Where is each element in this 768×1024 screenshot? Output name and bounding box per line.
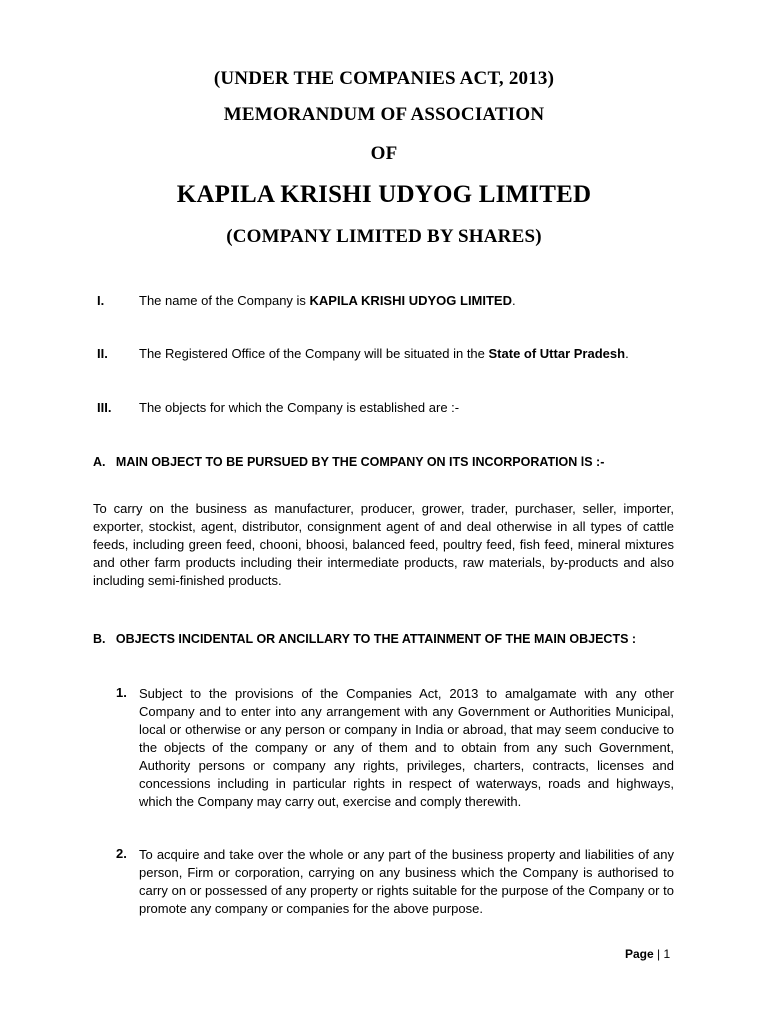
memorandum-heading: MEMORANDUM OF ASSOCIATION [223, 104, 545, 125]
state-name-inline: State of Uttar Pradesh [488, 346, 626, 361]
section-a-heading: A. MAIN OBJECT TO BE PURSUED BY THE COMPANY ON ITS INCORPORATION lS :- [93, 455, 605, 469]
section-b-heading: B. OBJECTS INCIDENTAL OR ANCILLARY TO THE ATTAINMENT OF THE MAIN OBJECTS : [93, 632, 637, 646]
list-item-text: To acquire and take over the whole or any part of the business property and liabilities of any person, Firm or corporation, carrying on any business which the Company is authorised to carry on or possessed of any property or rights suitable for the purpose of the Company or to promote any company or companies for the above purpose. [139, 847, 674, 916]
clause-number: I. [97, 293, 105, 308]
main-object-paragraph: To carry on the business as manufacturer, producer, grower, trader, purchaser, seller, importer, exporter, stockist, agent, distributor, consignment agent of and deal otherwise in all types of cattle feeds, including green feed, chooni, bhoosi, balanced feed, poultry feed, fish feed, mineral mixtures and other farm products including their intermediate products, raw materials, by-products and also including semi-finished products. [93, 501, 674, 588]
company-type-heading: (COMPANY LIMITED BY SHARES) [226, 226, 542, 247]
page-separator: | [657, 947, 661, 961]
page-label: Page [625, 947, 654, 961]
company-name-title: KAPILA KRISHI UDYOG LIMITED [176, 181, 592, 208]
clause-text: The name of the Company is KAPILA KRISHI UDYOG LIMITED. [139, 293, 516, 308]
company-name-inline: KAPILA KRISHI UDYOG LIMITED [309, 293, 512, 308]
of-heading: OF [370, 143, 398, 164]
list-item-number: 2. [116, 846, 127, 861]
page-number: 1 [663, 947, 671, 961]
clause-text: The Registered Office of the Company will be situated in the State of Uttar Pradesh. [139, 346, 629, 361]
act-heading: (UNDER THE COMPANIES ACT, 2013) [213, 68, 555, 89]
page-footer [625, 947, 670, 961]
clause-text: The objects for which the Company is established are :- [139, 400, 460, 415]
list-item-number: 1. [116, 685, 127, 700]
clause-number: III. [97, 400, 112, 415]
clause-number: II. [97, 346, 108, 361]
list-item-text: Subject to the provisions of the Companies Act, 2013 to amalgamate with any other Company and to enter into any arrangement with any Government or Authorities Municipal, local or otherwise or any person or company in India or abroad, that may seem conducive to the objects of the company or any of them and to obtain from any such Government, Authority persons or company any rights, privileges, charters, contracts, licenses and concessions including in particular rights in respect of waterways, roads and highways, which the Company may carry out, exercise and comply therewith. [139, 686, 674, 809]
